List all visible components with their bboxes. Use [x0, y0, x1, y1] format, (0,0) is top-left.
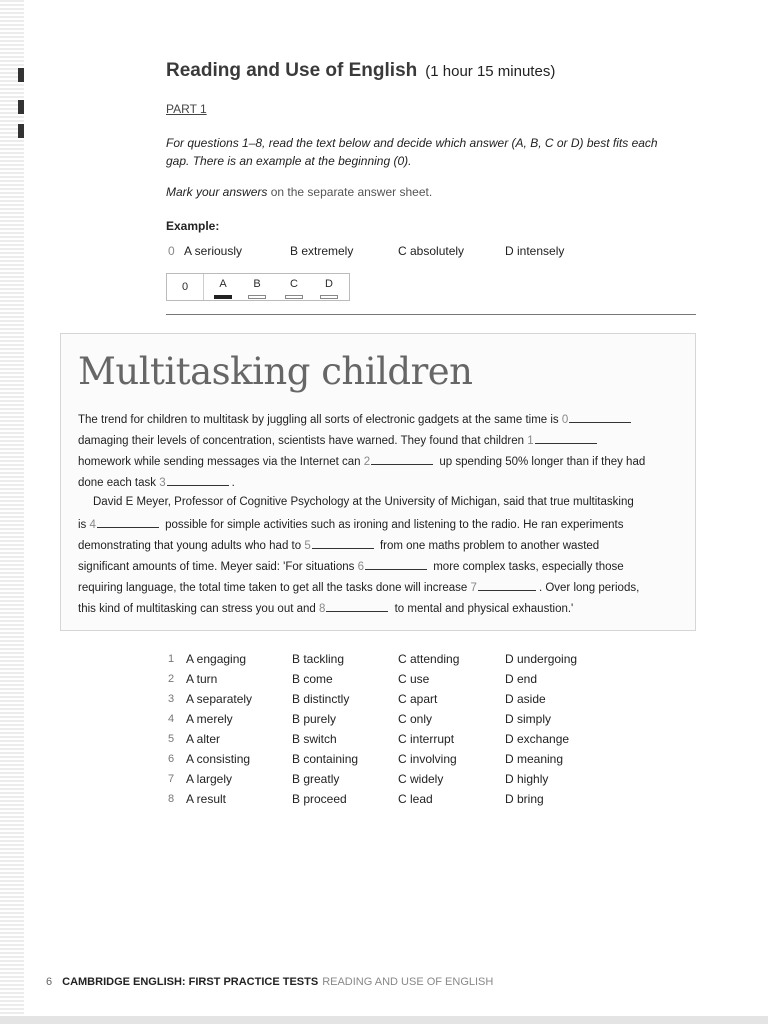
option-b: B switch [292, 732, 337, 746]
text-segment: . [231, 477, 235, 489]
example-option-b: B extremely [290, 244, 354, 258]
option-d: D bring [505, 792, 544, 806]
text-segment: this kind of multitasking can stress you out and [78, 603, 316, 615]
title-text: Reading and Use of English [166, 60, 418, 81]
question-number: 1 [168, 653, 175, 665]
example-option-c: C absolutely [398, 244, 465, 258]
text-segment: David E Meyer, Professor of Cognitive Psychology at the University of Michigan, said that true multitasking [93, 496, 634, 508]
question-number: 4 [168, 713, 175, 725]
gap-8 [326, 601, 388, 612]
answer-box-letter-a: A [219, 278, 227, 290]
gap-number-4: 4 [89, 519, 96, 531]
gap-number-3: 3 [159, 477, 166, 489]
example-label: Example: [166, 219, 220, 233]
text-line-7 [78, 538, 599, 552]
option-c: C attending [398, 652, 460, 666]
answer-bar-c [285, 295, 303, 299]
text-line-6 [78, 517, 623, 531]
gap-number-6: 6 [357, 561, 365, 573]
gap-number-2: 2 [363, 456, 371, 468]
text-segment: possible for simple activities such as ironing and listening to the radio. He ran experiments [165, 519, 624, 531]
instructions: For questions 1–8, read the text below and decide which answer (A, B, C or D) best fits each gap. There is an example at the beginning (0). [166, 136, 658, 168]
question-number: 3 [168, 693, 175, 705]
option-b: B come [292, 672, 333, 686]
option-c: C apart [398, 692, 438, 706]
option-b: B purely [292, 712, 337, 726]
answer-bar-b [248, 295, 266, 299]
text-line-5 [93, 496, 634, 508]
text-segment: up spending 50% longer than if they had [439, 456, 646, 468]
text-segment: more complex tasks, especially those [433, 561, 624, 573]
binding-edge [0, 0, 24, 1024]
gap-7 [478, 580, 536, 591]
gap-0 [569, 412, 631, 423]
question-number: 8 [168, 793, 175, 805]
gap-number-5: 5 [304, 540, 311, 552]
text-segment: demonstrating that young adults who had to [78, 540, 302, 552]
scan-edge [0, 1016, 768, 1024]
option-c: C widely [398, 772, 444, 786]
gap-1 [535, 433, 597, 444]
option-c: C only [398, 712, 433, 726]
option-d: D exchange [505, 732, 570, 746]
reading-text-box [60, 333, 696, 631]
option-a: A largely [186, 772, 233, 786]
option-c: C use [398, 672, 430, 686]
part-heading: PART 1 [166, 102, 207, 116]
mark-prefix: Mark your answers [166, 185, 268, 199]
gap-2 [371, 454, 433, 465]
option-a: A result [186, 792, 227, 806]
section-name: READING AND USE OF ENGLISH [322, 976, 494, 988]
option-a: A alter [186, 732, 221, 746]
text-line-10 [78, 601, 573, 615]
gap-number-8: 8 [319, 603, 326, 615]
option-c: C interrupt [398, 732, 455, 746]
binding-mark [18, 124, 24, 138]
text-segment: to mental and physical exhaustion.' [394, 603, 574, 615]
option-d: D meaning [505, 752, 564, 766]
binding-mark [18, 100, 24, 114]
option-b: B distinctly [292, 692, 350, 706]
text-segment: is [78, 519, 87, 531]
answer-bar-a-filled [214, 295, 232, 299]
text-segment: . Over long periods, [538, 582, 640, 594]
question-number: 7 [168, 773, 175, 785]
option-b: B containing [292, 752, 359, 766]
page-title [166, 60, 555, 82]
answer-box-letter-d: D [325, 278, 333, 290]
text-title: Multitasking children [78, 350, 473, 393]
option-c: C lead [398, 792, 433, 806]
option-d: D simply [505, 712, 552, 726]
option-a: A separately [186, 692, 253, 706]
option-c: C involving [398, 752, 457, 766]
text-line-8 [78, 559, 624, 573]
page-number: 6 [46, 976, 53, 988]
option-a: A turn [186, 672, 218, 686]
text-segment: damaging their levels of concentration, scientists have warned. They found that children [78, 435, 524, 447]
option-d: D end [505, 672, 538, 686]
example-answer-box [166, 273, 350, 301]
option-b: B greatly [292, 772, 340, 786]
book-title: CAMBRIDGE ENGLISH: FIRST PRACTICE TESTS [62, 976, 319, 988]
answer-box-number: 0 [167, 274, 204, 300]
binding-mark [18, 68, 24, 82]
option-d: D undergoing [505, 652, 578, 666]
question-number: 6 [168, 753, 175, 765]
section-divider [166, 314, 696, 315]
text-segment: significant amounts of time. Meyer said: 'For situations [78, 561, 355, 573]
text-segment: done each task [78, 477, 157, 489]
option-b: B proceed [292, 792, 347, 806]
option-a: A merely [186, 712, 233, 726]
page-footer [46, 976, 493, 988]
gap-4 [97, 517, 159, 528]
text-line-3 [78, 454, 645, 468]
answer-box-letter-c: C [290, 278, 298, 290]
mark-instruction [166, 185, 432, 199]
gap-number-1: 1 [527, 435, 534, 447]
option-d: D aside [505, 692, 546, 706]
example-option-a: A seriously [184, 244, 243, 258]
text-line-4 [78, 475, 235, 489]
option-a: A engaging [186, 652, 247, 666]
question-number: 2 [168, 673, 175, 685]
example-option-d: D intensely [505, 244, 565, 258]
text-segment: homework while sending messages via the Internet can [78, 456, 361, 468]
text-segment: requiring language, the total time taken to get all the tasks done will increase [78, 582, 468, 594]
option-b: B tackling [292, 652, 345, 666]
gap-number-0: 0 [561, 414, 569, 426]
answer-bar-d [320, 295, 338, 299]
mark-suffix: on the separate answer sheet. [270, 185, 433, 199]
question-number: 5 [168, 733, 175, 745]
text-line-9 [78, 580, 639, 594]
text-segment: from one maths problem to another wasted [379, 540, 600, 552]
option-d: D highly [505, 772, 549, 786]
duration: (1 hour 15 minutes) [425, 63, 556, 80]
gap-6 [365, 559, 427, 570]
text-line-2 [78, 433, 600, 447]
text-segment: The trend for children to multitask by juggling all sorts of electronic gadgets at the same time is [78, 414, 559, 426]
answer-box-letter-b: B [253, 278, 261, 290]
gap-5 [312, 538, 374, 549]
gap-3 [167, 475, 229, 486]
gap-number-7: 7 [470, 582, 477, 594]
option-a: A consisting [186, 752, 251, 766]
example-number: 0 [168, 244, 175, 258]
text-line-1 [78, 412, 634, 426]
